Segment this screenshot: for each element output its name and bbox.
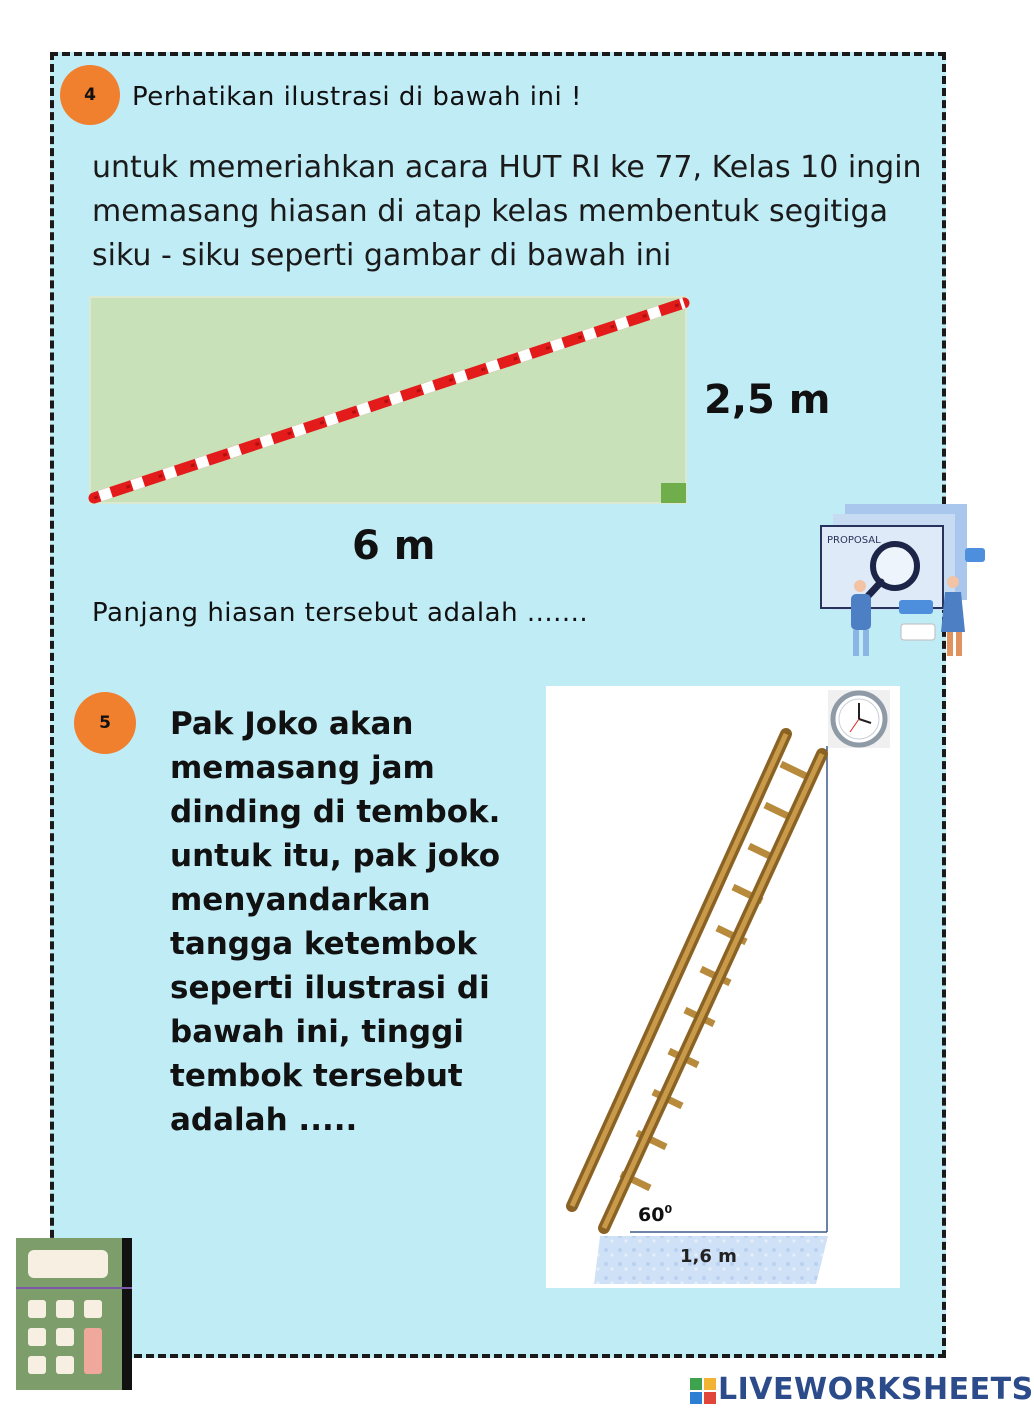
ladder-icon xyxy=(546,686,900,1288)
width-label: 6 m xyxy=(352,523,436,569)
calculator-icon xyxy=(16,1238,132,1390)
question-4-prompt: Panjang hiasan tersebut adalah ....... xyxy=(92,598,589,628)
garland-diagram xyxy=(90,297,688,505)
svg-text:600: $60^0$ xyxy=(638,1203,673,1226)
liveworksheets-logo-icon xyxy=(690,1378,716,1404)
question-5-badge: 5 xyxy=(74,692,136,754)
svg-text:PROPOSAL: PROPOSAL xyxy=(827,535,881,546)
right-angle-marker xyxy=(661,483,686,503)
question-4-badge: 4 xyxy=(60,65,120,125)
clock-icon xyxy=(828,690,890,748)
question-4-text: untuk memeriahkan acara HUT RI ke 77, Kelas 10 ingin memasang hiasan di atap kelas membentuk segitiga siku - siku seperti gambar di bawah ini xyxy=(92,150,922,273)
question-4-heading: Perhatikan ilustrasi di bawah ini ! xyxy=(132,82,582,112)
proposal-illustration-icon xyxy=(815,500,985,660)
ladder-illustration xyxy=(546,686,900,1288)
question-5-text: Pak Joko akan memasang jam dinding di tembok. untuk itu, pak joko menyandarkan tangga ketembok seperti ilustrasi di bawah ini, tinggi tembok tersebut adalah ..... xyxy=(170,706,501,1138)
liveworksheets-brand[interactable]: LIVEWORKSHEETS xyxy=(718,1372,1034,1407)
svg-text:1,6 m: 1,6 m xyxy=(680,1246,737,1267)
height-label: 2,5 m xyxy=(704,377,831,423)
